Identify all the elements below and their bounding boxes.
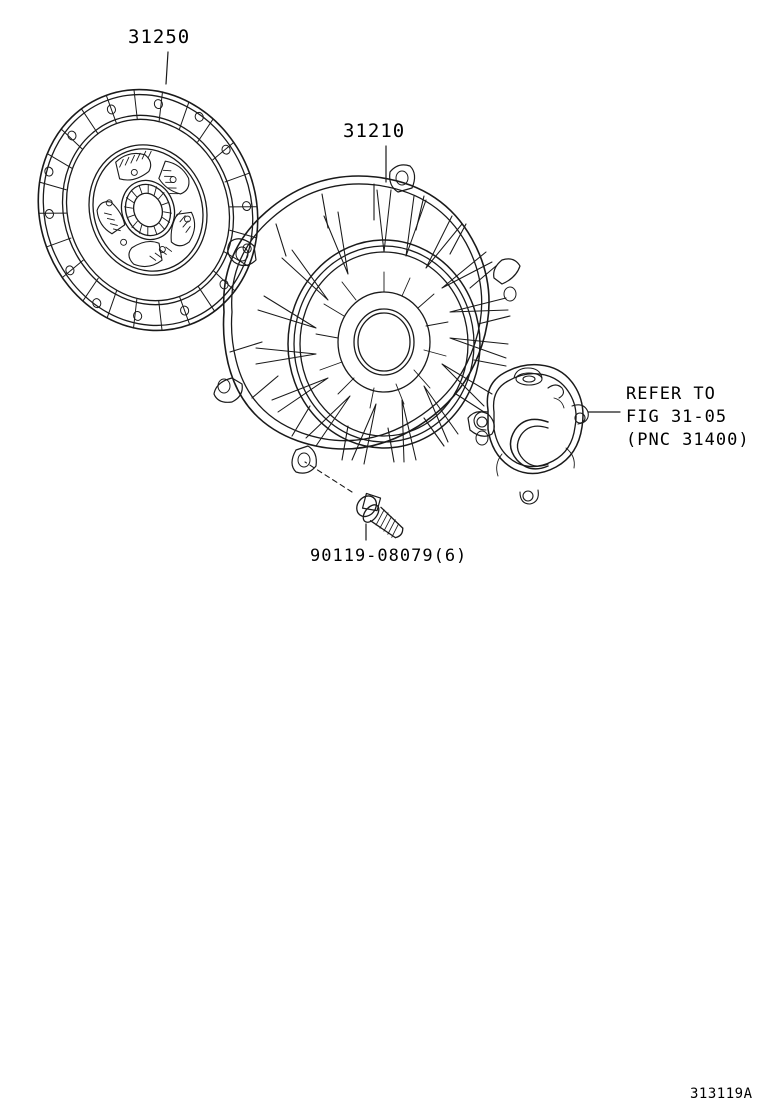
part-number-31210: 31210: [343, 120, 406, 142]
clutch-disc-assembly: [5, 58, 291, 361]
refer-line-2: FIG 31-05: [626, 407, 728, 427]
figure-code: 313119A: [690, 1086, 753, 1102]
clutch-cover-assembly: [214, 165, 520, 473]
refer-line-3: (PNC 31400): [626, 430, 750, 450]
part-number-bolt: 90119-08079(6): [310, 546, 468, 566]
refer-line-1: REFER TO: [626, 384, 716, 404]
bolt-part: [351, 489, 410, 544]
part-number-31250: 31250: [128, 26, 191, 48]
bolt-leader-line: [305, 462, 352, 492]
leader-line-31250: [166, 52, 168, 84]
refer-to-note: [626, 383, 750, 452]
